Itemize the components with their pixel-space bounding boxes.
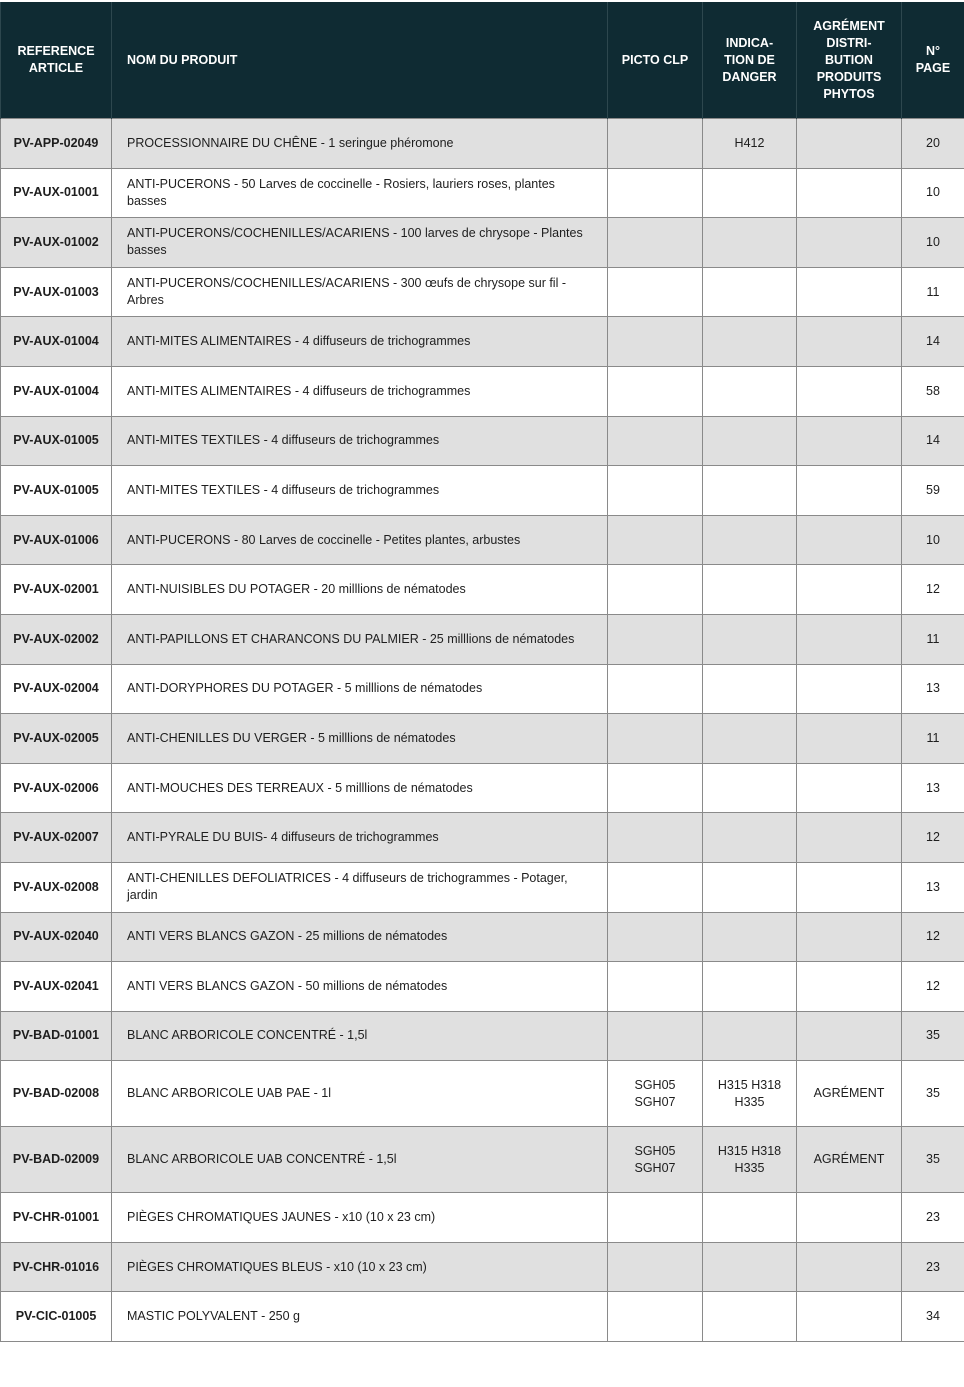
cell-agrement (797, 862, 902, 912)
cell-reference: PV-AUX-02040 (1, 912, 112, 962)
cell-reference: PV-AUX-01005 (1, 416, 112, 466)
cell-danger-indication (703, 218, 797, 268)
cell-agrement (797, 366, 902, 416)
cell-danger-indication (703, 813, 797, 863)
cell-page-number: 10 (902, 515, 964, 565)
cell-product-name: BLANC ARBORICOLE CONCENTRÉ - 1,5l (112, 1011, 608, 1061)
cell-picto-clp (608, 763, 703, 813)
cell-reference: PV-AUX-02041 (1, 962, 112, 1012)
cell-agrement (797, 614, 902, 664)
table-row (1, 317, 964, 367)
cell-danger-indication (703, 714, 797, 764)
cell-reference: PV-AUX-02002 (1, 614, 112, 664)
cell-product-name: ANTI-MITES ALIMENTAIRES - 4 diffuseurs de trichogrammes (112, 366, 608, 416)
header-page-number: N° PAGE (902, 2, 964, 119)
cell-product-name: PROCESSIONNAIRE DU CHÊNE - 1 seringue phéromone (112, 119, 608, 169)
table-row (1, 813, 964, 863)
table-row (1, 416, 964, 466)
cell-page-number: 58 (902, 366, 964, 416)
cell-danger-indication (703, 317, 797, 367)
cell-danger-indication (703, 862, 797, 912)
cell-agrement (797, 218, 902, 268)
cell-product-name: ANTI-CHENILLES DEFOLIATRICES - 4 diffuseurs de trichogrammes - Potager, jardin (112, 862, 608, 912)
cell-picto-clp: SGH05 SGH07 (608, 1061, 703, 1127)
cell-reference: PV-BAD-01001 (1, 1011, 112, 1061)
table-row (1, 1127, 964, 1193)
cell-page-number: 59 (902, 466, 964, 516)
cell-page-number: 23 (902, 1193, 964, 1243)
cell-picto-clp (608, 614, 703, 664)
cell-reference: PV-AUX-01004 (1, 366, 112, 416)
table-row (1, 168, 964, 218)
cell-product-name: ANTI-MOUCHES DES TERREAUX - 5 milllions de nématodes (112, 763, 608, 813)
table-row (1, 218, 964, 268)
cell-reference: PV-AUX-02004 (1, 664, 112, 714)
cell-danger-indication (703, 614, 797, 664)
cell-product-name: MASTIC POLYVALENT - 250 g (112, 1292, 608, 1342)
cell-product-name: ANTI-CHENILLES DU VERGER - 5 milllions de nématodes (112, 714, 608, 764)
cell-picto-clp (608, 1011, 703, 1061)
cell-agrement (797, 1242, 902, 1292)
cell-product-name: ANTI-PUCERONS/COCHENILLES/ACARIENS - 300 œufs de chrysope sur fil - Arbres (112, 267, 608, 317)
cell-product-name: ANTI-PAPILLONS ET CHARANCONS DU PALMIER - 25 milllions de nématodes (112, 614, 608, 664)
cell-danger-indication (703, 1292, 797, 1342)
cell-danger-indication: H315 H318 H335 (703, 1061, 797, 1127)
cell-picto-clp (608, 168, 703, 218)
table-row (1, 763, 964, 813)
cell-reference: PV-AUX-01002 (1, 218, 112, 268)
cell-reference: PV-AUX-01005 (1, 466, 112, 516)
cell-agrement (797, 119, 902, 169)
cell-danger-indication (703, 267, 797, 317)
cell-page-number: 10 (902, 218, 964, 268)
cell-reference: PV-CHR-01016 (1, 1242, 112, 1292)
cell-picto-clp (608, 565, 703, 615)
cell-page-number: 11 (902, 614, 964, 664)
cell-danger-indication (703, 1242, 797, 1292)
cell-reference: PV-APP-02049 (1, 119, 112, 169)
cell-reference: PV-CIC-01005 (1, 1292, 112, 1342)
cell-danger-indication (703, 515, 797, 565)
cell-page-number: 13 (902, 664, 964, 714)
cell-agrement (797, 664, 902, 714)
table-row (1, 1193, 964, 1243)
cell-page-number: 13 (902, 862, 964, 912)
cell-reference: PV-AUX-01001 (1, 168, 112, 218)
cell-agrement (797, 565, 902, 615)
cell-agrement (797, 267, 902, 317)
cell-agrement (797, 416, 902, 466)
cell-product-name: BLANC ARBORICOLE UAB PAE - 1l (112, 1061, 608, 1127)
cell-page-number: 12 (902, 962, 964, 1012)
cell-product-name: PIÈGES CHROMATIQUES JAUNES - x10 (10 x 23 cm) (112, 1193, 608, 1243)
cell-reference: PV-BAD-02008 (1, 1061, 112, 1127)
cell-page-number: 12 (902, 813, 964, 863)
cell-agrement (797, 317, 902, 367)
header-agrement: AGRÉMENT DISTRI- BUTION PRODUITS PHYTOS (797, 2, 902, 119)
cell-danger-indication (703, 1011, 797, 1061)
cell-page-number: 14 (902, 317, 964, 367)
cell-reference: PV-AUX-02001 (1, 565, 112, 615)
table-row (1, 267, 964, 317)
table-row (1, 912, 964, 962)
cell-danger-indication (703, 664, 797, 714)
table-row (1, 1242, 964, 1292)
cell-product-name: ANTI-MITES ALIMENTAIRES - 4 diffuseurs de trichogrammes (112, 317, 608, 367)
cell-page-number: 10 (902, 168, 964, 218)
cell-product-name: ANTI-PYRALE DU BUIS- 4 diffuseurs de trichogrammes (112, 813, 608, 863)
header-reference: REFERENCE ARTICLE (1, 2, 112, 119)
cell-product-name: ANTI-PUCERONS/COCHENILLES/ACARIENS - 100 larves de chrysope - Plantes basses (112, 218, 608, 268)
table-row (1, 565, 964, 615)
table-row (1, 614, 964, 664)
header-picto-clp: PICTO CLP (608, 2, 703, 119)
cell-product-name: ANTI-MITES TEXTILES - 4 diffuseurs de trichogrammes (112, 466, 608, 516)
table-row (1, 466, 964, 516)
cell-reference: PV-AUX-02005 (1, 714, 112, 764)
cell-picto-clp (608, 664, 703, 714)
cell-page-number: 35 (902, 1127, 964, 1193)
table-row (1, 119, 964, 169)
cell-agrement (797, 962, 902, 1012)
cell-page-number: 35 (902, 1061, 964, 1127)
cell-danger-indication (703, 466, 797, 516)
cell-page-number: 12 (902, 565, 964, 615)
cell-agrement (797, 515, 902, 565)
cell-reference: PV-BAD-02009 (1, 1127, 112, 1193)
table-row (1, 962, 964, 1012)
cell-reference: PV-CHR-01001 (1, 1193, 112, 1243)
cell-product-name: BLANC ARBORICOLE UAB CONCENTRÉ - 1,5l (112, 1127, 608, 1193)
table-row (1, 1011, 964, 1061)
cell-agrement: AGRÉMENT (797, 1061, 902, 1127)
table-header-row (1, 2, 964, 119)
cell-picto-clp (608, 1193, 703, 1243)
product-table (0, 2, 964, 1342)
table-row (1, 862, 964, 912)
cell-product-name: PIÈGES CHROMATIQUES BLEUS - x10 (10 x 23 cm) (112, 1242, 608, 1292)
cell-product-name: ANTI-PUCERONS - 80 Larves de coccinelle - Petites plantes, arbustes (112, 515, 608, 565)
cell-page-number: 23 (902, 1242, 964, 1292)
cell-danger-indication (703, 416, 797, 466)
cell-picto-clp (608, 218, 703, 268)
cell-danger-indication (703, 168, 797, 218)
cell-agrement: AGRÉMENT (797, 1127, 902, 1193)
cell-page-number: 35 (902, 1011, 964, 1061)
cell-reference: PV-AUX-01003 (1, 267, 112, 317)
cell-picto-clp (608, 912, 703, 962)
table-row (1, 714, 964, 764)
cell-product-name: ANTI-MITES TEXTILES - 4 diffuseurs de trichogrammes (112, 416, 608, 466)
cell-picto-clp (608, 1242, 703, 1292)
cell-danger-indication: H315 H318 H335 (703, 1127, 797, 1193)
cell-agrement (797, 1193, 902, 1243)
header-product-name: NOM DU PRODUIT (112, 2, 608, 119)
table-body (1, 119, 964, 1342)
cell-page-number: 34 (902, 1292, 964, 1342)
cell-agrement (797, 813, 902, 863)
cell-picto-clp (608, 366, 703, 416)
cell-reference: PV-AUX-02008 (1, 862, 112, 912)
cell-agrement (797, 714, 902, 764)
cell-picto-clp (608, 1292, 703, 1342)
cell-danger-indication (703, 912, 797, 962)
cell-picto-clp (608, 119, 703, 169)
cell-danger-indication (703, 962, 797, 1012)
cell-product-name: ANTI-DORYPHORES DU POTAGER - 5 milllions de nématodes (112, 664, 608, 714)
cell-picto-clp (608, 515, 703, 565)
cell-picto-clp (608, 962, 703, 1012)
table-row (1, 366, 964, 416)
cell-reference: PV-AUX-02007 (1, 813, 112, 863)
cell-danger-indication (703, 763, 797, 813)
cell-picto-clp (608, 416, 703, 466)
cell-product-name: ANTI-NUISIBLES DU POTAGER - 20 milllions de nématodes (112, 565, 608, 615)
cell-picto-clp (608, 267, 703, 317)
cell-agrement (797, 912, 902, 962)
cell-agrement (797, 466, 902, 516)
header-danger-indication: INDICA- TION DE DANGER (703, 2, 797, 119)
cell-agrement (797, 1292, 902, 1342)
cell-product-name: ANTI-PUCERONS - 50 Larves de coccinelle - Rosiers, lauriers roses, plantes basses (112, 168, 608, 218)
cell-page-number: 20 (902, 119, 964, 169)
cell-product-name: ANTI VERS BLANCS GAZON - 50 millions de nématodes (112, 962, 608, 1012)
table-row (1, 1292, 964, 1342)
cell-page-number: 14 (902, 416, 964, 466)
cell-picto-clp (608, 813, 703, 863)
cell-page-number: 11 (902, 267, 964, 317)
table-row (1, 515, 964, 565)
cell-reference: PV-AUX-01004 (1, 317, 112, 367)
cell-reference: PV-AUX-02006 (1, 763, 112, 813)
cell-agrement (797, 168, 902, 218)
cell-danger-indication: H412 (703, 119, 797, 169)
cell-picto-clp: SGH05 SGH07 (608, 1127, 703, 1193)
cell-page-number: 12 (902, 912, 964, 962)
cell-page-number: 13 (902, 763, 964, 813)
cell-danger-indication (703, 366, 797, 416)
cell-danger-indication (703, 565, 797, 615)
cell-product-name: ANTI VERS BLANCS GAZON - 25 millions de nématodes (112, 912, 608, 962)
cell-picto-clp (608, 862, 703, 912)
table-row (1, 664, 964, 714)
cell-agrement (797, 1011, 902, 1061)
cell-danger-indication (703, 1193, 797, 1243)
cell-picto-clp (608, 466, 703, 516)
cell-picto-clp (608, 714, 703, 764)
cell-agrement (797, 763, 902, 813)
cell-page-number: 11 (902, 714, 964, 764)
table-row (1, 1061, 964, 1127)
cell-picto-clp (608, 317, 703, 367)
cell-reference: PV-AUX-01006 (1, 515, 112, 565)
